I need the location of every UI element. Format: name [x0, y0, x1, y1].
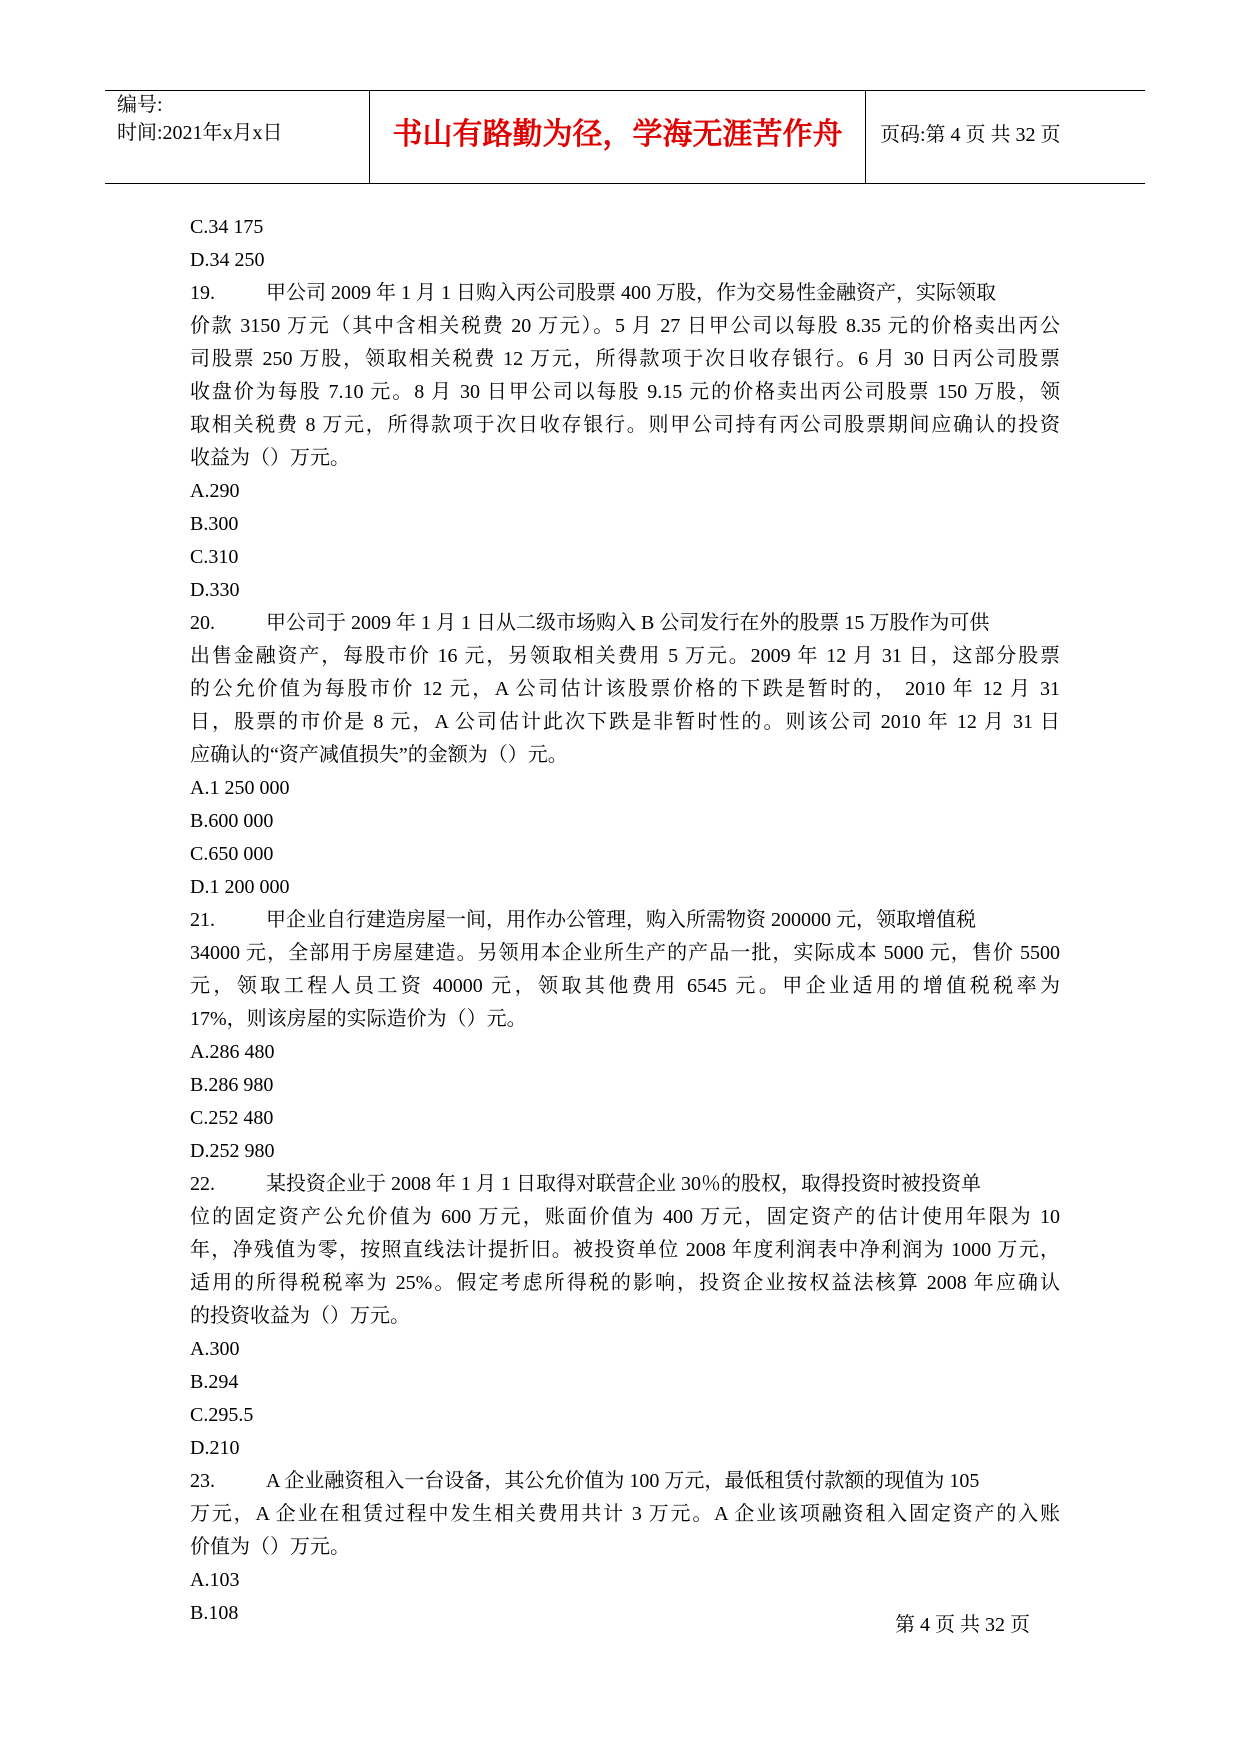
question-text: A 企业融资租入一台设备，其公允价值为 100 万元，最低租赁付款额的现值为 105	[266, 1470, 980, 1492]
answer-option: B.108	[190, 1602, 239, 1624]
page-header	[105, 90, 1145, 184]
question-text-line: 的投资收益为（）万元。	[190, 1305, 410, 1327]
answer-option: C.650 000	[190, 843, 274, 865]
question-text-line: 位的固定资产公允价值为 600 万元，账面价值为 400 万元，固定资产的估计使用年限为 10	[190, 1206, 1060, 1228]
answer-option: D.330	[190, 579, 240, 601]
question-first-line	[190, 607, 1060, 640]
header-page-code: 页码:第 4 页 共 32 页	[880, 124, 1061, 146]
answer-option: A.103	[190, 1569, 240, 1591]
answer-option: B.600 000	[190, 810, 274, 832]
question-text-line: 取相关税费 8 万元，所得款项于次日收存银行。则甲公司持有丙公司股票期间应确认的投资	[190, 414, 1060, 436]
question-text-line: 适用的所得税税率为 25%。假定考虑所得税的影响，投资企业按权益法核算 2008 年应确认	[190, 1272, 1060, 1294]
answer-option: D.1 200 000	[190, 876, 290, 898]
answer-option: D.34 250	[190, 249, 265, 271]
question-text: 甲公司 2009 年 1 月 1 日购入丙公司股票 400 万股，作为交易性金融资产，实际领取	[266, 282, 996, 304]
question-first-line	[190, 1168, 1060, 1201]
question-text-line: 出售金融资产，每股市价 16 元，另领取相关费用 5 万元。2009 年 12 月 31 日，这部分股票	[190, 645, 1060, 667]
header-right-cell	[866, 91, 1145, 183]
question-text-line: 万元，A 企业在租赁过程中发生相关费用共计 3 万元。A 企业该项融资租入固定资产的入账	[190, 1503, 1060, 1525]
answer-option: A.1 250 000	[190, 777, 290, 799]
answer-option: A.290	[190, 480, 240, 502]
answer-option: A.286 480	[190, 1041, 275, 1063]
header-motto: 书山有路勤为径，学海无涯苦作舟	[392, 117, 843, 152]
question-number: 22.	[190, 1173, 215, 1195]
answer-option: B.294	[190, 1371, 239, 1393]
document-time-label: 时间:2021年x月x日	[117, 122, 283, 144]
question-first-line	[190, 277, 1060, 310]
answer-option: C.34 175	[190, 216, 264, 238]
question-text-line: 元，领取工程人员工资 40000 元，领取其他费用 6545 元。甲企业适用的增值税税率为	[190, 975, 1060, 997]
question-text-line: 收盘价为每股 7.10 元。8 月 30 日甲公司以每股 9.15 元的价格卖出丙公司股票 150 万股，领	[190, 381, 1060, 403]
question-text-line: 的公允价值为每股市价 12 元，A 公司估计该股票价格的下跌是暂时的， 2010 年 12 月 31	[190, 678, 1060, 700]
header-middle-cell	[370, 91, 866, 183]
question-number: 19.	[190, 282, 215, 304]
header-left-cell	[105, 91, 370, 183]
question-text-line: 收益为（）万元。	[190, 447, 350, 469]
question-first-line	[190, 1465, 1060, 1498]
question-number: 23.	[190, 1470, 215, 1492]
answer-option: C.310	[190, 546, 239, 568]
question-text-line: 17%，则该房屋的实际造价为（）元。	[190, 1008, 527, 1030]
answer-option: D.210	[190, 1437, 240, 1459]
answer-option: D.252 980	[190, 1140, 275, 1162]
question-text-line: 司股票 250 万股，领取相关税费 12 万元，所得款项于次日收存银行。6 月 30 日丙公司股票	[190, 348, 1060, 370]
question-text: 甲企业自行建造房屋一间，用作办公管理，购入所需物资 200000 元，领取增值税	[266, 909, 976, 931]
question-first-line	[190, 904, 1060, 937]
answer-option: B.286 980	[190, 1074, 274, 1096]
answer-option: A.300	[190, 1338, 240, 1360]
answer-option: C.295.5	[190, 1404, 254, 1426]
question-number: 21.	[190, 909, 215, 931]
question-content	[190, 211, 1060, 1630]
question-text-line: 价款 3150 万元（其中含相关税费 20 万元）。5 月 27 日甲公司以每股 8.35 元的价格卖出丙公	[190, 315, 1060, 337]
answer-option: B.300	[190, 513, 239, 535]
question-text-line: 价值为（）万元。	[190, 1536, 350, 1558]
answer-option: C.252 480	[190, 1107, 274, 1129]
question-text-line: 年，净残值为零，按照直线法计提折旧。被投资单位 2008 年度利润表中净利润为 1000 万元，	[190, 1239, 1060, 1261]
question-text: 甲公司于 2009 年 1 月 1 日从二级市场购入 B 公司发行在外的股票 15 万股作为可供	[266, 612, 990, 634]
question-text-line: 34000 元，全部用于房屋建造。另领用本企业所生产的产品一批，实际成本 5000 元，售价 5500	[190, 942, 1060, 964]
question-text: 某投资企业于 2008 年 1 月 1 日取得对联营企业 30％的股权，取得投资时被投资单	[266, 1173, 981, 1195]
question-number: 20.	[190, 612, 215, 634]
question-text-line: 应确认的“资产减值损失”的金额为（）元。	[190, 744, 568, 766]
question-text-line: 日，股票的市价是 8 元，A 公司估计此次下跌是非暂时性的。则该公司 2010 年 12 月 31 日	[190, 711, 1060, 733]
page-footer-number: 第 4 页 共 32 页	[895, 1614, 1030, 1636]
document-code-label: 编号:	[117, 94, 163, 116]
